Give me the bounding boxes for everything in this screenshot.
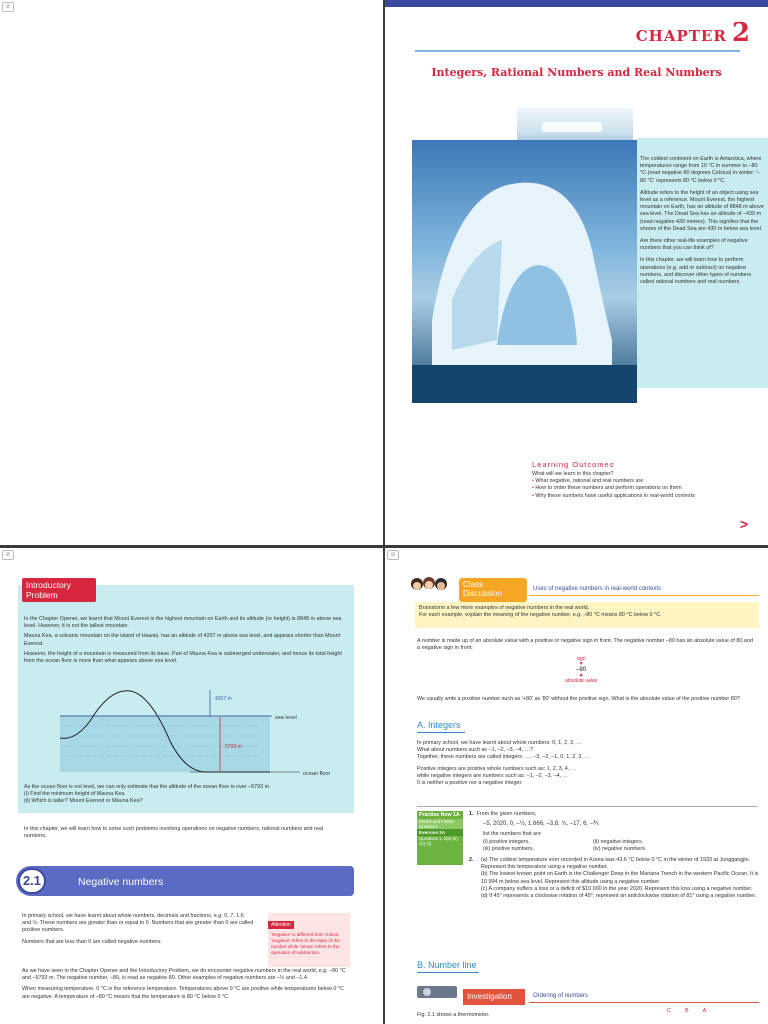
opener-para-3: Are there other real-life examples of negative numbers that you can think of? xyxy=(640,238,748,252)
chapter-opener-page xyxy=(385,0,768,545)
investigation-title: Ordering of numbers xyxy=(533,993,589,999)
intro-after-text: In this chapter, we will learn how to solve such problems involving operations on negative numbers, rational numbers and real numbers. xyxy=(24,826,324,840)
integers-line-3: Together, these numbers are called integers: …, –3, –2, –1, 0, 1, 2, 3, … xyxy=(417,754,590,761)
integers-text xyxy=(417,740,757,787)
sea-level-label: sea level xyxy=(275,715,297,721)
practice-q1-parts-row1 xyxy=(483,839,759,846)
practice-q2: 2. (a) The coldest temperature ever recorded in Korea was 43.6 °C below 0 °C in the winter of 1933 at Junggangjin. Represent this temperature using a negative number. (b) The lowest known point on Earth is the Challenger Deep in the Mariana Trench in the western Pacific Ocean. It is 10 994 m below sea level. Represent this altitude using a negative number. (c) A company suffers a loss or a deficit of $10 000 in the year 2020. Represent this loss using a negative number. (d) If 45° represents a clockwise rotation of 45°, represent an anticlockwise rotation of 81° using a negative number. xyxy=(469,857,759,900)
page-corner-icon[interactable]: ⊘ xyxy=(2,550,14,560)
microscope-icon xyxy=(413,982,463,1002)
outcome-item: • Why these numbers have useful applications in real-world contexts xyxy=(532,492,695,499)
negative-integers-line: while negative integers are numbers such as: –1, –2, –3, –4, … xyxy=(417,772,569,779)
practice-questions xyxy=(469,811,759,900)
intro-problem-tag: Introductory Problem xyxy=(22,578,96,602)
iceberg-top xyxy=(542,122,602,132)
intro-question-text: As the ocean floor is not level, we can only estimate that the altitude of the ocean floor is over –5793 m. xyxy=(24,784,271,790)
absolute-value-diagram xyxy=(565,656,597,684)
intro-problem-page xyxy=(0,548,383,1024)
practise-sub-2[interactable]: Exercise 2A xyxy=(417,829,463,836)
intro-problem-text xyxy=(24,616,350,665)
absolute-after-text: We usually write a positive number such as '+80' as '80' without the positive sign. What is the absolute value of the positive number 80? xyxy=(417,696,740,702)
investigation-icon xyxy=(413,982,463,1002)
practice-q1-iv: (iv) negative numbers. xyxy=(593,845,647,852)
practise-sub-3: Questions 1, 2(a)-(b), 4(i)-(ii) xyxy=(419,836,459,846)
practice-q1-list: list the numbers that are xyxy=(483,831,541,838)
section21-para-3: As we have seen in the Chapter Opener and the Introductory Problem, we do encounter negative numbers in the real world, e.g. –80 °C and –5793 m. The negative number, –80, is read as negative 80. Other examples of negative numbers are –½ and –1.4. xyxy=(22,968,346,982)
integers-line-1: In primary school, we have learnt about whole numbers: 0, 1, 2, 3, … xyxy=(417,740,582,746)
section21-para-1: In primary school, we have learnt about whole numbers, decimals and fractions, e.g. 0, 7, 1.6 and ½. These numbers are greater than or equal to 0. Numbers that are greater than 0 are called positive numbers. xyxy=(22,913,254,934)
practice-q1-parts-row2 xyxy=(483,846,759,853)
page-corner-icon[interactable]: ⊘ xyxy=(387,550,399,560)
example-number: –80 xyxy=(576,667,587,673)
section-bar xyxy=(16,866,354,896)
students-icon xyxy=(407,574,457,596)
intro-para-3: However, the height of a mountain is measured from its base. Part of Mauna Kea is submerged underwater, and hence its total height from the ocean floor is more than what appears above sea level. xyxy=(24,650,342,665)
investigation-rule xyxy=(529,1002,759,1003)
practice-q2c: (c) A company suffers a loss or a deficit of $10 000 in the year 2020. Represent this loss using a negative number. xyxy=(481,885,753,892)
chapter-label: CHAPTER xyxy=(635,27,727,45)
practice-q2b: (b) The lowest known point on Earth is the Challenger Deep in the Mariana Trench in the western Pacific Ocean. It is 10 994 m below sea level. Represent this altitude using a negative number. xyxy=(481,871,759,885)
height-label: 4207 m xyxy=(215,696,232,702)
learning-outcomes-question: What will we learn in this chapter? xyxy=(532,471,614,477)
section21-para-4: When measuring temperature, 0 °C is the reference temperature. Temperatures above 0 °C are positive while temperatures below 0 °C are negative. A temperature of –80 °C means that the temperature is 80 °C below 0 °C. xyxy=(22,986,344,1000)
section21-more xyxy=(22,968,352,1001)
practise-now-box xyxy=(417,811,463,865)
label-b: B xyxy=(684,1008,689,1014)
class-discussion-box xyxy=(415,602,759,628)
learning-outcomes xyxy=(532,460,762,500)
label-a: A xyxy=(702,1008,707,1014)
practice-q1-numbers: –5, 2020, 0, –½, 1.666, –3.8, ¾, –17, 6, –⅗ xyxy=(483,821,599,828)
iceberg-arch-svg xyxy=(412,140,637,403)
absolute-value-label: absolute value xyxy=(565,678,598,684)
practice-q2a: (a) The coldest temperature ever recorded in Korea was 43.6 °C below 0 °C in the winter of 1933 at Junggangjin. Represent this temperature using a negative number. xyxy=(481,857,751,871)
discussion-line-1: Brainstorm a few more examples of negative numbers in the real world. xyxy=(419,605,590,611)
zero-line: 0 is neither a positive nor a negative integer. xyxy=(417,780,523,787)
water xyxy=(412,365,637,403)
intro-question-1: (i) Find the minimum height of Mauna Kea. xyxy=(24,791,126,798)
practice-rule xyxy=(417,806,757,807)
blank-left-page xyxy=(0,0,383,545)
intro-questions xyxy=(24,784,350,806)
opener-para-2: Altitude refers to the height of an object using sea level as a reference. Mount Everest, the highest mountain on Earth, has an altitude of 8848 m above sea level. The Dead Sea has an altitude of –430 m (read negative 430 metres). This signifies that the shores of the Dead Sea are 430 m below sea level. xyxy=(640,189,764,232)
number-line-rule xyxy=(417,972,479,973)
attention-box xyxy=(268,913,350,967)
discussion-students-icon xyxy=(407,574,457,596)
label-c: C xyxy=(667,1008,671,1014)
top-blue-band xyxy=(385,0,768,7)
fig-text: Fig. 2.1 shows a thermometer. xyxy=(417,1012,490,1018)
attention-title: Attention xyxy=(268,921,294,929)
next-page-arrow[interactable]: > xyxy=(739,516,748,532)
practice-q1: 1. From the given numbers, xyxy=(469,811,537,817)
section-number-badge: 2.1 xyxy=(18,868,46,894)
practise-sub-1: Similar and Further Questions xyxy=(417,819,463,829)
negative-numbers-page xyxy=(385,548,768,1024)
arrow-down-icon: ▼ xyxy=(578,661,584,667)
arrow-up-icon: ▲ xyxy=(578,672,584,678)
page-corner-icon[interactable]: ⊘ xyxy=(2,2,14,12)
opener-text xyxy=(640,156,765,286)
outcome-item: • What negative, rational and real numbers are xyxy=(532,478,644,485)
discussion-rule xyxy=(529,595,759,596)
class-discussion-title: Uses of negative numbers in real-world contexts xyxy=(533,586,662,592)
opener-para-4: In this chapter, we will learn how to perform operations (e.g. add or subtract) on negative numbers, and discover other types of numbers called rational numbers and real numbers. xyxy=(640,257,752,286)
opener-para-1: The coldest continent on Earth is Antarctica, where temperatures range from 10 °C in summer to –80 °C (read negative 80 degrees Celsius) in winter. '–80 °C' represents 80 °C below 0 °C. xyxy=(640,156,762,184)
practice-q1-iii: (iii) positive numbers, xyxy=(483,845,534,852)
practice-q2d: (d) If 45° represents a clockwise rotation of 45°, represent an anticlockwise rotation of 81° using a negative number. xyxy=(481,893,757,900)
integers-heading: A. Integers xyxy=(417,720,461,730)
positive-integers-line: Positive integers are positive whole numbers such as: 1, 2, 3, 4, … xyxy=(417,765,577,772)
class-discussion-tag: Class Discussion xyxy=(459,578,527,602)
absolute-value-text: A number is made up of an absolute value with a positive or negative sign in front. The negative number –80 has an absolute value of 80 and a negative sign in front: xyxy=(417,638,753,652)
attention-text: 'Negative' is different from 'minus'. 'negative' refers to the state of the number while 'minus' refers to the operation of subtraction. xyxy=(271,932,341,955)
depth-label: 5793 m xyxy=(225,744,242,750)
intro-question-2: (ii) Which is taller? Mount Everest or Mauna Kea? xyxy=(24,798,143,805)
section21-para-2: Numbers that are less than 0 are called negative numbers. xyxy=(22,938,162,945)
intro-para-2: Mauna Kea, a volcanic mountain on the island of Hawaii, has an altitude of 4207 m above sea level, and appears shorter than Mount Everest. xyxy=(24,633,341,647)
integers-line-2: What about numbers such as –1, –2, –3, –4, …? xyxy=(417,747,533,754)
practise-now-tag: Practise Now 1A xyxy=(419,812,460,818)
learning-outcomes-title: Learning Outcomes xyxy=(532,460,615,469)
thermometer-labels xyxy=(667,1008,706,1014)
title-rule xyxy=(415,50,740,52)
chapter-number: 2 xyxy=(731,18,750,48)
section-title: Negative numbers xyxy=(78,876,164,888)
chapter-heading xyxy=(636,18,750,48)
practice-q1-i: (i) positive integers, xyxy=(483,838,530,845)
number-line-heading: B. Number line xyxy=(417,960,477,970)
practice-q1-ii: (ii) negative integers, xyxy=(593,838,644,845)
iceberg-arch-photo xyxy=(412,140,637,403)
section21-text xyxy=(22,913,254,946)
investigation-tag: Investigation xyxy=(463,989,525,1005)
intro-para-1: In the Chapter Opener, we learnt that Mount Everest is the highest mountain on Earth and its altitude (or height) is 8848 m above sea level. However, it is not the tallest mountain. xyxy=(24,616,342,630)
sign-label: sign xyxy=(576,656,586,662)
ocean-floor-label: ocean floor xyxy=(303,771,331,776)
mauna-kea-diagram xyxy=(60,686,350,776)
outcome-item: • How to order these numbers and perform operations on them xyxy=(532,485,682,492)
bottom-spread xyxy=(0,548,768,1024)
integers-rule xyxy=(417,732,465,733)
chapter-title: Integers, Rational Numbers and Real Numbers xyxy=(431,66,722,79)
discussion-line-2: For each example, explain the meaning of the negative number, e.g. –80 °C means 80 °C below 0 °C. xyxy=(419,612,662,619)
